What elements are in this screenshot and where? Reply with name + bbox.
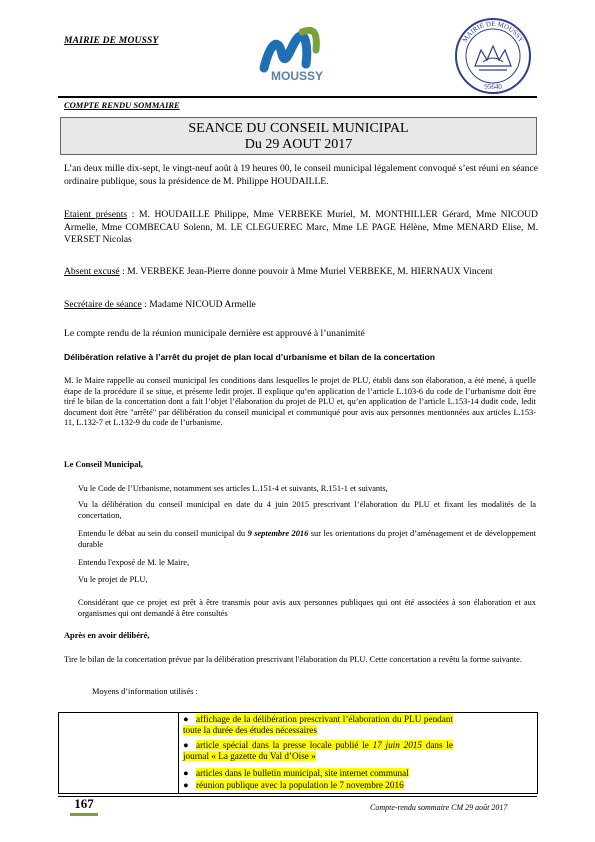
page-number: 167 (70, 796, 98, 816)
considerant-paragraph: Considérant que ce projet est prêt à être transmis pour avis aux personnes publiques qui ont été associées à son élaboration et aux organismes qui ont demandé à être consultés (78, 598, 536, 618)
moussy-logo (256, 24, 338, 84)
secretaire-label: Secrétaire de séance (64, 299, 142, 310)
presents-paragraph (64, 209, 538, 247)
list-item-text: articles dans le bulletin municipal, site internet communal (196, 768, 409, 778)
secretaire-text: : Madame NICOUD Armelle (141, 299, 256, 310)
deliberation-body: M. le Maire rappelle au conseil municipal les conditions dans lesquelles le projet de PLU, établi dans son élaboration, a été mené, à quelle étape de la procédure il se situe, et présente ledit projet. Il explique qu’en application de l’article L.103-6 du code de l’urbanisme doit être tiré le bilan de la concertation dont a fait l’objet l’élaboration du projet de PLU et, qu’en application de l’article L.153-14 dudit code, ledit document doit être "arrêté" par délibération du conseil municipal et communiqué pour avis aux personnes mentionnées aux articles L.153-11, L.132-7 et L.132-9 du code de l’urbanisme. (64, 376, 536, 428)
session-title: SEANCE DU CONSEIL MUNICIPAL (188, 121, 409, 136)
header-rule (58, 96, 537, 98)
secretaire-paragraph (64, 299, 538, 312)
absent-label: Absent excusé (64, 266, 120, 277)
tire-paragraph: Tire le bilan de la concertation prévue par la délibération prescrivant l'élaboration du PLU. Cette concertation a revêtu la forme suivante. (64, 655, 522, 664)
list-item-text: réunion publique avec la population le 7 novembre 2016 (196, 780, 404, 790)
bullet-icon: ● (183, 780, 189, 790)
session-title-box (60, 117, 537, 155)
footer-rule (58, 796, 537, 797)
bullet-icon: ● (183, 714, 189, 724)
vu-projet: Vu le projet de PLU, (78, 575, 148, 584)
apres-label: Après en avoir délibéré, (64, 631, 150, 640)
moyens-table-divider (178, 712, 179, 794)
session-date: Du 29 AOUT 2017 (244, 137, 353, 152)
footer-text: Compte-rendu sommaire CM 29 août 2017 (370, 803, 508, 812)
list-item-date: 17 juin 2015 (372, 740, 422, 750)
conseil-label: Le Conseil Municipal, (64, 460, 143, 469)
mairie-heading: MAIRIE DE MOUSSY (64, 36, 159, 46)
list-item (183, 780, 453, 791)
intro-paragraph: L’an deux mille dix-sept, le vingt-neuf août à 19 heures 00, le conseil municipal légalement convoqué s’est réuni en séance ordinaire publique, sous la présidence de M. Philippe HOUDAILLE. (64, 163, 538, 187)
approbation-paragraph: Le compte rendu de la réunion municipale dernière est approuvé à l’unanimité (64, 328, 365, 339)
presents-text: : M. HOUDAILLE Philippe, Mme VERBEKE Muriel, M. MONTHILLER Gérard, Mme NICOUD Armelle, Mme COMBECAU Solenn, M. LE CLEGUEREC Marc, Mme LE PAGE Hélène, Mme MENARD Elise, M. VERSET Nicolas (64, 209, 538, 245)
deliberation-title: Délibération relative à l’arrêt du projet de plan local d’urbanisme et bilan de la concertation (64, 352, 436, 362)
absent-paragraph (64, 266, 538, 279)
entendu-debat-date: 9 septembre 2016 (247, 529, 309, 538)
entendu-expose: Entendu l'exposé de M. le Maire, (78, 558, 190, 567)
moyens-label: Moyens d’information utilisés : (92, 687, 198, 696)
list-item-text: affichage de la délibération prescrivant l’élaboration du PLU pendant toute la durée des études nécessaires (183, 714, 453, 736)
entendu-debat-text-end: sur les orientations du projet d’aménagement et de développement durable (78, 529, 536, 549)
list-item-text-end: dans le journal « La gazette du Val d’Oise » (183, 740, 453, 762)
bullet-icon: ● (183, 768, 189, 778)
list-item (183, 714, 453, 737)
list-item (183, 740, 453, 763)
bullet-icon: ● (183, 740, 189, 750)
seal-text: MAIRIE DE MOUSSY (460, 19, 526, 44)
absent-text: : M. VERBEKE Jean-Pierre donne pouvoir à Mme Muriel VERBEKE, M. HIERNAUX Vincent (119, 266, 493, 277)
mairie-seal (453, 16, 533, 96)
list-item (183, 768, 453, 779)
presents-label: Etaient présents (64, 209, 128, 220)
seal-number: 95640 (484, 83, 502, 91)
vu-code-urbanisme: Vu le Code de l’Urbanisme, notamment ses articles L.151-4 et suivants, R.151-1 et suivants, (78, 484, 388, 493)
logo-text: MOUSSY (270, 69, 324, 83)
compte-rendu-label: COMPTE RENDU SOMMAIRE (64, 100, 180, 110)
vu-deliberation: Vu la délibération du conseil municipal en date du 4 juin 2015 prescrivant l’élaboration du PLU et fixant les modalités de la concertation, (78, 500, 536, 520)
entendu-debat (78, 529, 536, 550)
list-item-text: article spécial dans la presse locale publié le (196, 740, 373, 750)
entendu-debat-text: Entendu le débat au sein du conseil municipal du (78, 529, 248, 538)
